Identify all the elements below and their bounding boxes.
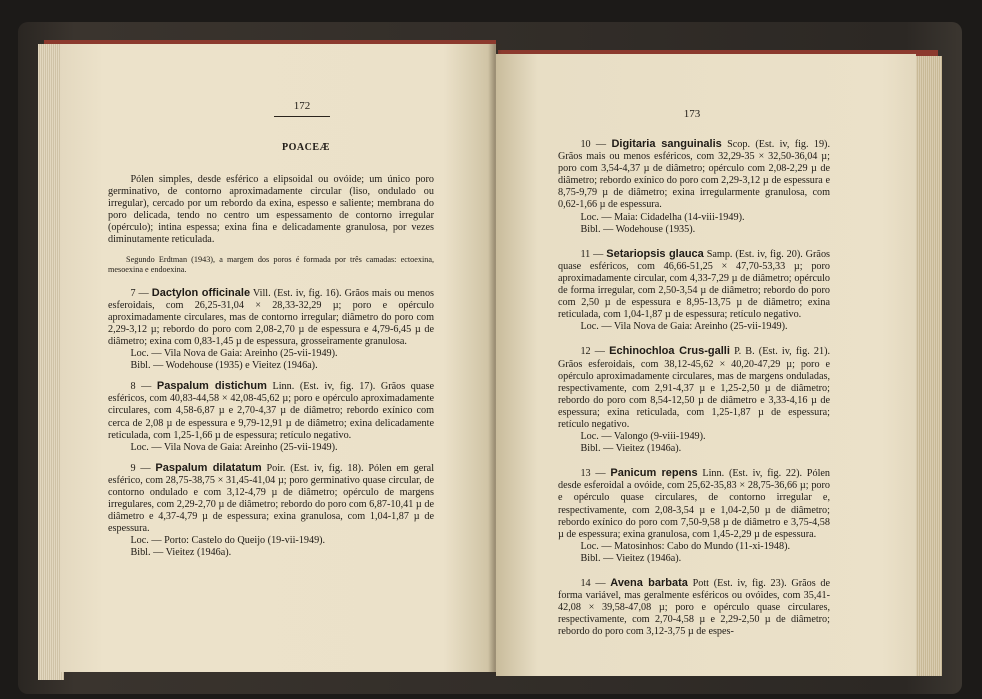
page-number-172: 172 bbox=[293, 100, 311, 112]
entry-text: Poir. (Est. iv, fig. 18). Pólen em geral esférico, com 28,75-38,75 × 31,45-41,04 µ; poro germinativo quase circular, de contorno ondulado e com 3,12-4,79 µ de diâmetro; opérculo de margens irregulares, com 2,29-2,70 µ de diâmetro; rebordo do poro com 6,87-10,41 µ de diâmetro e 4,37-4,79 µ de espessura; exina granulosa, com 1,04-1,87 µ de espessura. bbox=[108, 462, 435, 535]
entry-bibliography: Bibl. — Vieitez (1946a). bbox=[130, 547, 232, 559]
entry-number: 14 — bbox=[580, 578, 606, 589]
entry-bibliography: Bibl. — Vieitez (1946a). bbox=[580, 552, 682, 564]
entry-text: Pott (Est. iv, fig. 23). Grãos de forma variável, mas geralmente esféricos ou ovóides, com 35,41-42,08 × 39,58-47,08 µ; poro e opérculo quase circulares, respectivamente, com 2,70-4,58 µ e 2,29-2,50 µ de diâmetro; rebordo do poro com 3,12-3,75 µ de espes- bbox=[558, 578, 831, 638]
entry-number: 10 — bbox=[580, 139, 607, 150]
intro-paragraph: Pólen simples, desde esférico a elipsoidal ou ovóide; um único poro germinativo, de contorno aproximadamente circular (liso, ondulado ou irregular), cercado por um rebordo da exina, espesso e saliente; membrana do poro delicada, tendo no centro um espessamento de contorno irregular (opérculo); intina espessa; exina fina e delicadamente granulosa, por vezes diminutamente reticulada. bbox=[108, 174, 434, 246]
entry-bibliography: Bibl. — Vieitez (1946a). bbox=[580, 443, 682, 455]
species-name: Digitaria sanguinalis bbox=[611, 138, 722, 150]
entry-number: 11 — bbox=[580, 248, 604, 260]
species-name: Paspalum dilatatum bbox=[155, 461, 262, 474]
entry-number: 13 — bbox=[580, 468, 606, 480]
entry-number: 12 — bbox=[580, 346, 605, 358]
right-page bbox=[496, 54, 916, 676]
entry-text: Scop. (Est. iv, fig. 19). Grãos mais ou menos esféricos, com 32,29-35 × 32,50-36,04 µ; poro com 3,54-4,37 µ de diâmetro; opérculo com 2,08-2,29 µ de diâmetro; rebordo exínico do poro com 2,29-3,12 µ de espessura e 8,75-9,79 µ de diâmetro; exina irregularmente granulosa, com 0,62-1,66 µ de espessura. bbox=[558, 139, 830, 211]
erdtman-note: Segundo Erdtman (1943), a margem dos poros é formada por três camadas: ectoexina, mesoexina e endoexina. bbox=[108, 254, 434, 274]
page-number-rule bbox=[274, 116, 330, 117]
section-heading: POACEÆ bbox=[282, 142, 330, 153]
species-name: Setariopsis glauca bbox=[606, 247, 704, 260]
entry-locality: Loc. — Maia: Cidadelha (14-viii-1949). bbox=[580, 211, 745, 223]
entry-12 bbox=[558, 345, 830, 431]
species-name: Echinochloa Crus-galli bbox=[609, 345, 730, 358]
entry-9 bbox=[108, 462, 434, 536]
entry-number: 8 — bbox=[130, 381, 152, 393]
entry-11 bbox=[558, 248, 830, 322]
entry-locality: Loc. — Vila Nova de Gaia: Areinho (25-vii-1949). bbox=[130, 348, 338, 360]
species-name: Avena barbata bbox=[610, 577, 688, 589]
entry-locality: Loc. — Vila Nova de Gaia: Areinho (25-vii-1949). bbox=[580, 321, 788, 333]
entry-text: P. B. (Est. iv, fig. 21). Grãos esferoidais, com 38,12-45,62 × 40,20-47,29 µ; poro e opérculo aproximadamente circulares, mas de margens onduladas, respectivamente, com 2,91-4,37 µ e 1,25-2,50 µ de diâmetro; rebordo do poro com 8,54-12,50 µ de diâmetro e 3,33-4,16 µ de espessura; exina reticulada, com 1,25-1,87 µ de espessura; retículo negativo. bbox=[558, 346, 831, 430]
entry-text: Linn. (Est. iv, fig. 22). Pólen desde esferoidal a ovóide, com 25,62-35,83 × 28,75-36,66 µ; poro e opérculo quase circulares, de contorno irregular e, respectivamente, com 2,08-3,54 µ e 1,04-2,50 µ de diâmetro; rebordo exínico do poro com 7,50-9,58 µ de diâmetro e 3,75-4,58 µ de espessura; exina granulosa, com 1,45-2,29 µ de espessura. bbox=[558, 468, 831, 540]
entry-locality: Loc. — Matosinhos: Cabo do Mundo (11-xi-1948). bbox=[580, 540, 791, 552]
species-name: Dactylon officinale bbox=[151, 286, 251, 299]
entry-number: 7 — bbox=[130, 287, 149, 299]
entry-locality: Loc. — Valongo (9-viii-1949). bbox=[580, 431, 706, 443]
left-text-block bbox=[108, 174, 434, 560]
left-page bbox=[60, 44, 496, 672]
entry-bibliography: Bibl. — Wodehouse (1935) e Vieitez (1946a). bbox=[130, 360, 318, 372]
page-number-173: 173 bbox=[683, 108, 701, 120]
entry-7 bbox=[108, 287, 434, 348]
right-text-block bbox=[558, 138, 830, 638]
entry-10 bbox=[558, 138, 830, 212]
entry-8 bbox=[108, 380, 434, 441]
entry-14 bbox=[558, 577, 830, 638]
entry-text: Samp. (Est. iv, fig. 20). Grãos quase esféricos, com 46,66-51,25 × 47,70-53,33 µ; poro aproximadamente circular, com 4,33-7,29 µ de diâmetro; opérculo de forma irregular, com 2,50-3,54 µ de diâmetro; rebordo do poro com 2,50 µ de espessura e 8,95-13,75 µ de diâmetro; exina reticulada, com 1,04-1,87 µ de espessura; retículo negativo. bbox=[558, 248, 831, 321]
entry-number: 9 — bbox=[130, 462, 151, 474]
entry-locality: Loc. — Vila Nova de Gaia: Areinho (25-vii-1949). bbox=[130, 441, 338, 453]
entry-text: Linn. (Est. iv, fig. 17). Grãos quase esféricos, com 40,83-44,58 × 42,08-45,62 µ; poro e opérculo aproximadamente circulares, com 4,58-6,87 µ e 2,70-4,37 µ de diâmetro; rebordo exínico com cerca de 2,08 µ de espessura e 9,79-12,91 µ de diâmetro; exina delicadamente reticulada, com 1,25-1,66 µ de espessura; retículo negativo. bbox=[108, 381, 434, 441]
entry-bibliography: Bibl. — Wodehouse (1935). bbox=[580, 223, 696, 235]
entry-locality: Loc. — Porto: Castelo do Queijo (19-vii-1949). bbox=[130, 535, 326, 547]
entry-text: Vill. (Est. iv, fig. 16). Grãos mais ou menos esferoidais, com 26,25-31,04 × 28,33-32,29 µ; poro e opérculo aproximadamente circulares, mas de contorno irregular; diâmetro do poro com 2,29-3,12 µ; rebordo do poro com 2,08-2,70 µ de espessura e 4,79-6,45 µ de diâmetro; exina com 0,83-1,45 µ de espessura, grosseiramente granulosa. bbox=[108, 287, 434, 347]
species-name: Paspalum distichum bbox=[156, 380, 267, 393]
entry-13 bbox=[558, 467, 830, 541]
species-name: Panicum repens bbox=[610, 467, 698, 480]
